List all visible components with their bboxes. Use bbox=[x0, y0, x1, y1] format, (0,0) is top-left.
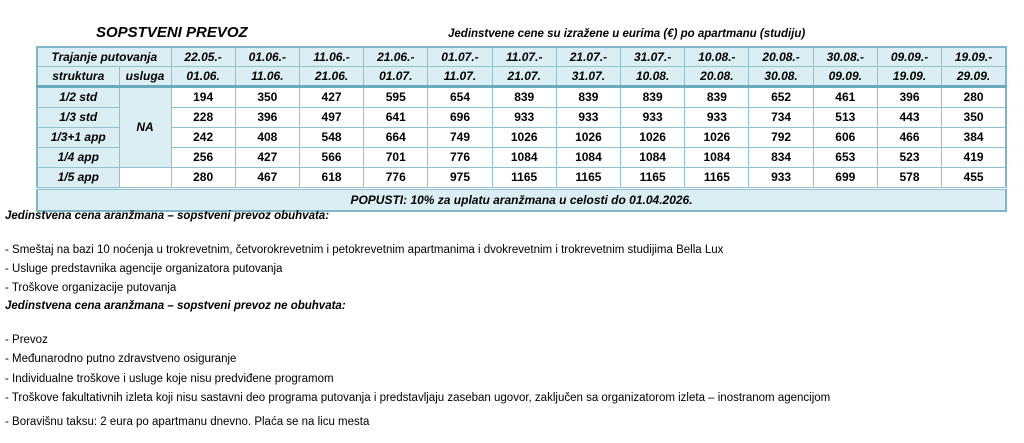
price-cell: 696 bbox=[428, 108, 492, 128]
price-cell: 513 bbox=[813, 108, 877, 128]
price-cell: 839 bbox=[685, 87, 749, 108]
period-start: 31.07.- bbox=[621, 47, 685, 67]
price-cell: 1026 bbox=[556, 128, 620, 148]
price-cell: 701 bbox=[364, 148, 428, 168]
discount-note: POPUSTI: 10% za uplatu aranžmana u celosti do 01.04.2026. bbox=[37, 189, 1006, 212]
price-cell: 467 bbox=[235, 168, 299, 189]
price-cell: 427 bbox=[235, 148, 299, 168]
period-start: 22.05.- bbox=[171, 47, 235, 67]
header-structure: struktura bbox=[37, 67, 119, 87]
period-end: 30.08. bbox=[749, 67, 813, 87]
price-cell: 933 bbox=[556, 108, 620, 128]
row-label: 1/5 app bbox=[37, 168, 119, 189]
price-cell: 933 bbox=[685, 108, 749, 128]
price-cell: 578 bbox=[877, 168, 941, 189]
price-cell: 653 bbox=[813, 148, 877, 168]
period-end: 31.07. bbox=[556, 67, 620, 87]
period-start: 11.07.- bbox=[492, 47, 556, 67]
period-start: 21.07.- bbox=[556, 47, 620, 67]
period-end: 11.07. bbox=[428, 67, 492, 87]
price-cell: 749 bbox=[428, 128, 492, 148]
price-cell: 256 bbox=[171, 148, 235, 168]
price-cell: 280 bbox=[171, 168, 235, 189]
price-cell: 566 bbox=[299, 148, 363, 168]
period-end: 20.08. bbox=[685, 67, 749, 87]
price-cell: 641 bbox=[364, 108, 428, 128]
excludes-item: - Boravišnu taksu: 2 eura po apartmanu dnevno. Plaća se na licu mesta bbox=[5, 416, 370, 428]
price-cell: 194 bbox=[171, 87, 235, 108]
price-cell: 419 bbox=[942, 148, 1006, 168]
price-cell: 1084 bbox=[685, 148, 749, 168]
price-cell: 1026 bbox=[492, 128, 556, 148]
price-cell: 1026 bbox=[685, 128, 749, 148]
price-cell: 664 bbox=[364, 128, 428, 148]
service-cell: NA bbox=[119, 87, 171, 168]
price-cell: 350 bbox=[942, 108, 1006, 128]
includes-heading: Jedinstvena cena aranžmana – sopstveni prevoz obuhvata: bbox=[5, 210, 330, 222]
price-cell: 497 bbox=[299, 108, 363, 128]
price-table bbox=[36, 46, 1007, 212]
price-cell: 839 bbox=[621, 87, 685, 108]
price-cell: 1084 bbox=[492, 148, 556, 168]
price-cell: 933 bbox=[621, 108, 685, 128]
price-cell: 1084 bbox=[556, 148, 620, 168]
period-start: 10.08.- bbox=[685, 47, 749, 67]
row-label: 1/2 std bbox=[37, 87, 119, 108]
price-cell: 548 bbox=[299, 128, 363, 148]
price-cell: 933 bbox=[749, 168, 813, 189]
price-cell: 280 bbox=[942, 87, 1006, 108]
price-cell: 455 bbox=[942, 168, 1006, 189]
header-service: usluga bbox=[119, 67, 171, 87]
price-cell: 408 bbox=[235, 128, 299, 148]
includes-item: - Troškove organizacije putovanja bbox=[5, 282, 177, 294]
price-cell: 466 bbox=[877, 128, 941, 148]
table-row bbox=[37, 148, 1006, 168]
price-note: Jedinstvene cene su izražene u eurima (€) po apartmanu (studiju) bbox=[448, 28, 806, 40]
includes-item: - Smeštaj na bazi 10 noćenja u trokrevetnim, četvorokrevetnim i petokrevetnim apartmanima i dvokrevetnim i trokrevetnim studijima Bella Lux bbox=[5, 244, 724, 256]
price-cell: 839 bbox=[556, 87, 620, 108]
excludes-item: - Individualne troškove i usluge koje nisu predviđene programom bbox=[5, 373, 334, 385]
price-cell: 461 bbox=[813, 87, 877, 108]
excludes-item: - Međunarodno putno zdravstveno osiguranje bbox=[5, 353, 237, 365]
period-start: 30.08.- bbox=[813, 47, 877, 67]
price-cell: 839 bbox=[492, 87, 556, 108]
period-end: 11.06. bbox=[235, 67, 299, 87]
price-cell: 396 bbox=[235, 108, 299, 128]
price-cell: 523 bbox=[877, 148, 941, 168]
period-start: 01.06.- bbox=[235, 47, 299, 67]
period-start: 20.08.- bbox=[749, 47, 813, 67]
price-cell: 1165 bbox=[556, 168, 620, 189]
price-cell: 443 bbox=[877, 108, 941, 128]
price-cell: 654 bbox=[428, 87, 492, 108]
period-start: 01.07.- bbox=[428, 47, 492, 67]
includes-item: - Usluge predstavnika agencije organizatora putovanja bbox=[5, 263, 283, 275]
excludes-heading: Jedinstvena cena aranžmana – sopstveni prevoz ne obuhvata: bbox=[5, 300, 346, 312]
price-cell: 792 bbox=[749, 128, 813, 148]
period-start: 19.09.- bbox=[942, 47, 1006, 67]
table-row bbox=[37, 128, 1006, 148]
price-cell: 1165 bbox=[685, 168, 749, 189]
period-end: 19.09. bbox=[877, 67, 941, 87]
price-cell: 734 bbox=[749, 108, 813, 128]
price-cell: 975 bbox=[428, 168, 492, 189]
period-start: 09.09.- bbox=[877, 47, 941, 67]
price-cell: 776 bbox=[364, 168, 428, 189]
period-end: 21.07. bbox=[492, 67, 556, 87]
period-end: 09.09. bbox=[813, 67, 877, 87]
table-row bbox=[37, 168, 1006, 189]
period-start: 11.06.- bbox=[299, 47, 363, 67]
price-cell: 427 bbox=[299, 87, 363, 108]
period-end: 21.06. bbox=[299, 67, 363, 87]
price-cell: 242 bbox=[171, 128, 235, 148]
row-label: 1/3 std bbox=[37, 108, 119, 128]
excludes-item: - Troškove fakultativnih izleta koji nisu sastavni deo programa putovanja i predstavljaju zaseban ugovor, zaključen sa organizatorom izleta – inostranom agencijom bbox=[5, 392, 831, 404]
price-cell: 1165 bbox=[492, 168, 556, 189]
price-cell: 384 bbox=[942, 128, 1006, 148]
period-end: 01.06. bbox=[171, 67, 235, 87]
price-cell: 652 bbox=[749, 87, 813, 108]
row-label: 1/3+1 app bbox=[37, 128, 119, 148]
table-row bbox=[37, 87, 1006, 108]
price-cell: 606 bbox=[813, 128, 877, 148]
row-label: 1/4 app bbox=[37, 148, 119, 168]
price-cell: 834 bbox=[749, 148, 813, 168]
period-end: 29.09. bbox=[942, 67, 1006, 87]
price-cell: 396 bbox=[877, 87, 941, 108]
price-cell: 1026 bbox=[621, 128, 685, 148]
page-title: SOPSTVENI PREVOZ bbox=[96, 24, 248, 41]
price-cell: 699 bbox=[813, 168, 877, 189]
price-cell: 1165 bbox=[621, 168, 685, 189]
period-end: 01.07. bbox=[364, 67, 428, 87]
period-end: 10.08. bbox=[621, 67, 685, 87]
price-cell: 1084 bbox=[621, 148, 685, 168]
table-row bbox=[37, 108, 1006, 128]
price-cell: 933 bbox=[492, 108, 556, 128]
service-cell-empty bbox=[119, 168, 171, 189]
price-cell: 350 bbox=[235, 87, 299, 108]
period-start: 21.06.- bbox=[364, 47, 428, 67]
price-cell: 228 bbox=[171, 108, 235, 128]
price-cell: 618 bbox=[299, 168, 363, 189]
excludes-item: - Prevoz bbox=[5, 334, 48, 346]
price-cell: 595 bbox=[364, 87, 428, 108]
header-duration: Trajanje putovanja bbox=[37, 47, 171, 67]
price-cell: 776 bbox=[428, 148, 492, 168]
